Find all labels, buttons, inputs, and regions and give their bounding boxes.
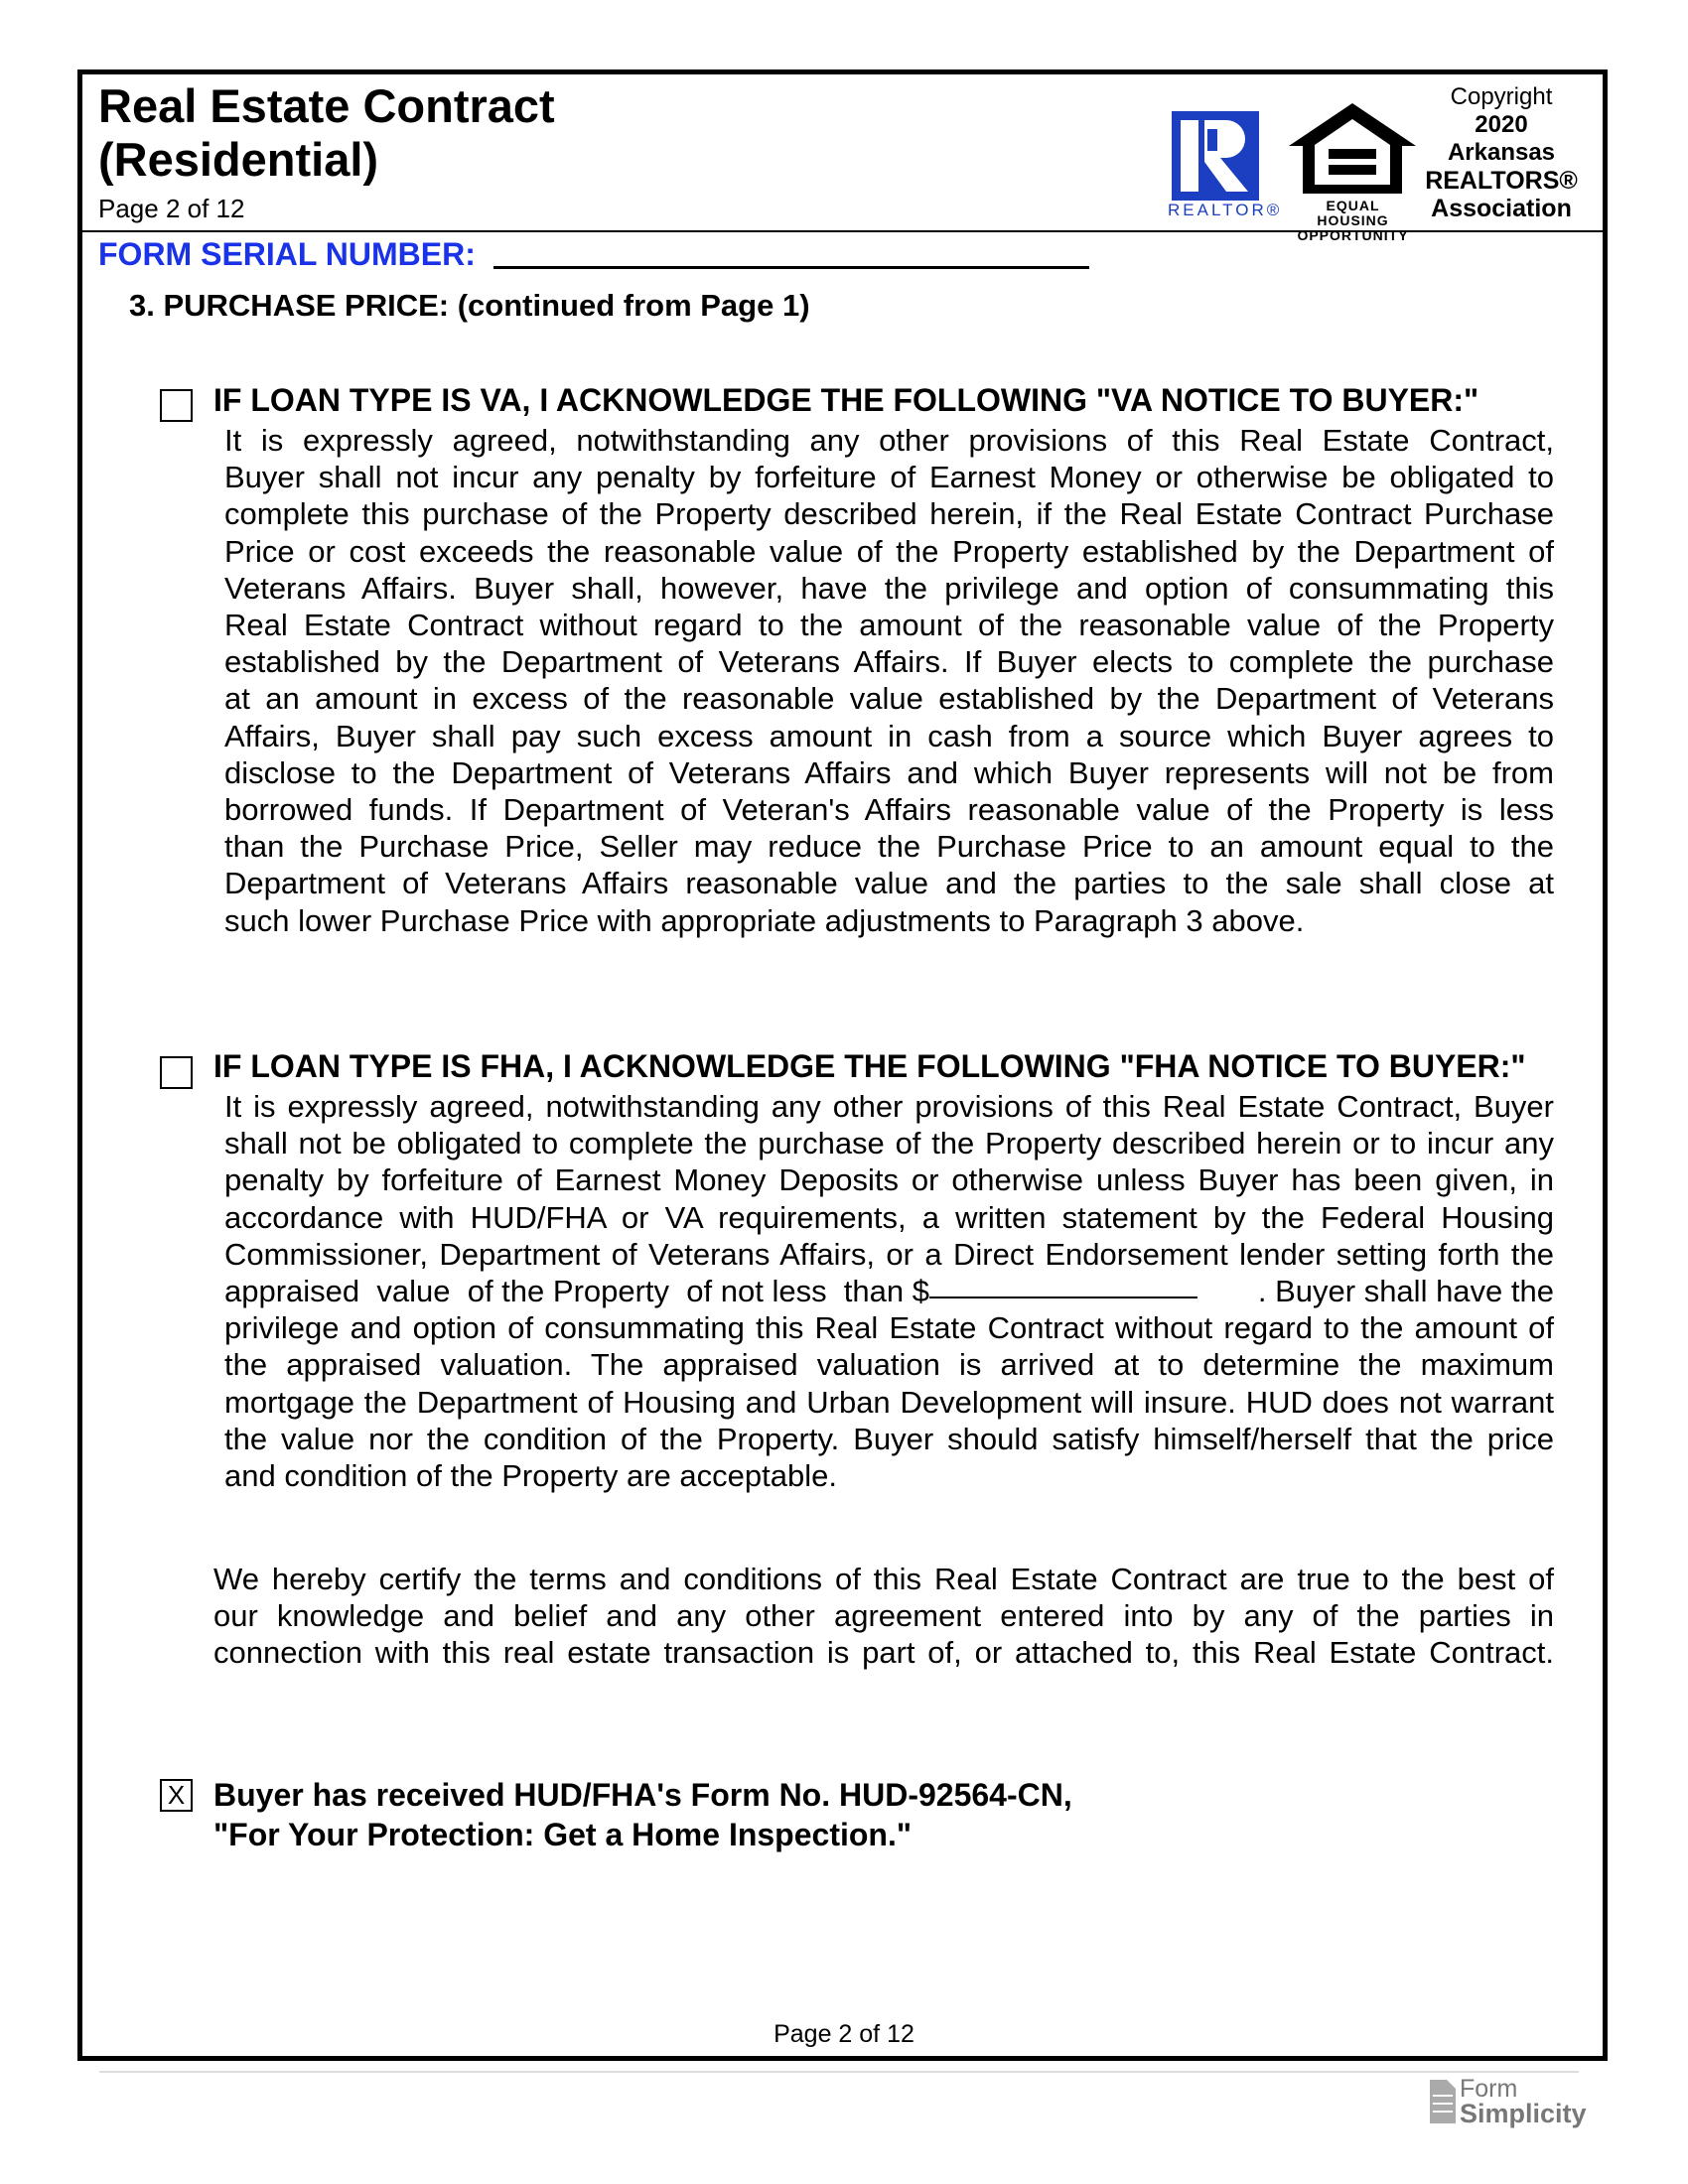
title-line-1: Real Estate Contract	[98, 79, 555, 132]
certification-text	[213, 1561, 1554, 1672]
text-line: We hereby certify the terms and conditions of this Real Estate Contract are true to the best of	[213, 1562, 1554, 1596]
copyright-year: 2020	[1475, 111, 1528, 138]
footer-page-indicator: Page 2 of 12	[774, 2020, 914, 2048]
text-line: connection with this real estate transaction is part of, or attached to, this Real Estate Contract.	[213, 1635, 1554, 1671]
brand-line-2: Simplicity	[1460, 2099, 1587, 2128]
appraised-suffix: . Buyer shall have the	[1257, 1274, 1554, 1309]
eho-line-2: OPPORTUNITY	[1297, 227, 1409, 243]
text-line: privilege and option of consummating this Real Estate Contract without regard to the amount of	[224, 1310, 1554, 1346]
text-line: Real Estate Contract without regard to the amount of the reasonable value of the Property	[224, 608, 1554, 643]
form-serial-field[interactable]	[493, 266, 1089, 269]
hud-line-1: Buyer has received HUD/FHA's Form No. HUD-92564-CN,	[213, 1777, 1072, 1813]
copyright-label: Copyright	[1450, 83, 1553, 110]
text-line: complete this purchase of the Property described herein, if the Real Estate Contract Purchase	[224, 496, 1554, 532]
text-line: Buyer shall not incur any penalty by forfeiture of Earnest Money or otherwise be obligated to	[224, 460, 1554, 495]
text-line: at an amount in excess of the reasonable value established by the Department of Veterans	[224, 681, 1554, 717]
hud-form-checkbox[interactable]: X	[160, 1779, 193, 1812]
text-line: Commissioner, Department of Veterans Affairs, or a Direct Endorsement lender setting forth the	[224, 1236, 1554, 1272]
text-line: It is expressly agreed, notwithstanding any other provisions of this Real Estate Contract,	[224, 423, 1554, 458]
text-line: our knowledge and belief and any other agreement entered into by any of the parties in	[213, 1598, 1554, 1634]
fha-heading: IF LOAN TYPE IS FHA, I ACKNOWLEDGE THE FOLLOWING "FHA NOTICE TO BUYER:"	[213, 1048, 1526, 1084]
text-line: and condition of the Property are acceptable.	[224, 1458, 837, 1494]
copyright-block	[1422, 83, 1581, 222]
fha-notice-text	[224, 1088, 1554, 1494]
text-line: borrowed funds. If Department of Veteran's Affairs reasonable value of the Property is less	[224, 792, 1554, 828]
hud-form-acknowledgement	[213, 1775, 1072, 1854]
text-line: the value nor the condition of the Property. Buyer should satisfy himself/herself that the price	[224, 1421, 1554, 1456]
text-line: the appraised valuation. The appraised valuation is arrived at to determine the maximum	[224, 1347, 1554, 1383]
org-line-1: Arkansas	[1447, 139, 1556, 166]
fha-checkbox[interactable]	[160, 1056, 193, 1089]
section-heading: 3. PURCHASE PRICE: (continued from Page 1)	[129, 288, 810, 323]
page-indicator: Page 2 of 12	[98, 194, 245, 223]
appraised-prefix: appraised value of the Property of not less than $	[224, 1274, 929, 1309]
equal-housing-text	[1291, 199, 1415, 243]
realtor-logo-icon	[1172, 111, 1259, 201]
text-line: mortgage the Department of Housing and Urban Development will insure. HUD does not warrant	[224, 1384, 1554, 1420]
title-line-2: (Residential)	[98, 133, 379, 186]
equal-housing-icon	[1289, 101, 1416, 201]
org-line-3: Association	[1431, 195, 1572, 222]
brand-line-1: Form	[1460, 2075, 1518, 2103]
text-line: accordance with HUD/FHA or VA requirements, a written statement by the Federal Housing	[224, 1199, 1554, 1235]
realtor-logo-text: REALTOR®	[1168, 201, 1283, 219]
text-line: Veterans Affairs. Buyer shall, however, have the privilege and option of consummating this	[224, 570, 1554, 606]
va-checkbox[interactable]	[160, 389, 193, 422]
form-simplicity-logo	[1430, 2077, 1587, 2126]
text-line: Price or cost exceeds the reasonable value of the Property established by the Department of	[224, 533, 1554, 569]
text-line: Affairs, Buyer shall pay such excess amount in cash from a source which Buyer agrees to	[224, 718, 1554, 753]
document-icon	[1430, 2080, 1456, 2123]
text-line: established by the Department of Veterans Affairs. If Buyer elects to complete the purchase	[224, 644, 1554, 680]
text-line: shall not be obligated to complete the purchase of the Property described herein or to incur any	[224, 1126, 1554, 1161]
text-line: disclose to the Department of Veterans Affairs and which Buyer represents will not be from	[224, 754, 1554, 790]
text-line: It is expressly agreed, notwithstanding any other provisions of this Real Estate Contract, Buyer	[224, 1089, 1554, 1124]
text-line: than the Purchase Price, Seller may reduce the Purchase Price to an amount equal to the	[224, 829, 1554, 865]
org-line-2: REALTORS®	[1425, 167, 1578, 195]
eho-line-1: EQUAL HOUSING	[1317, 198, 1389, 228]
text-line: penalty by forfeiture of Earnest Money Deposits or otherwise unless Buyer has been given, in	[224, 1162, 1554, 1198]
text-line: Department of Veterans Affairs reasonable value and the parties to the sale shall close at	[224, 866, 1554, 901]
hud-line-2: "For Your Protection: Get a Home Inspection."	[213, 1817, 913, 1852]
appraised-value-field[interactable]	[929, 1273, 1197, 1298]
va-heading: IF LOAN TYPE IS VA, I ACKNOWLEDGE THE FOLLOWING "VA NOTICE TO BUYER:"	[213, 382, 1479, 418]
text-line: such lower Purchase Price with appropriate adjustments to Paragraph 3 above.	[224, 902, 1305, 938]
va-notice-text	[224, 422, 1554, 939]
form-serial-label: FORM SERIAL NUMBER:	[98, 236, 476, 272]
page-title	[98, 79, 555, 187]
footer-divider	[99, 2071, 1579, 2073]
